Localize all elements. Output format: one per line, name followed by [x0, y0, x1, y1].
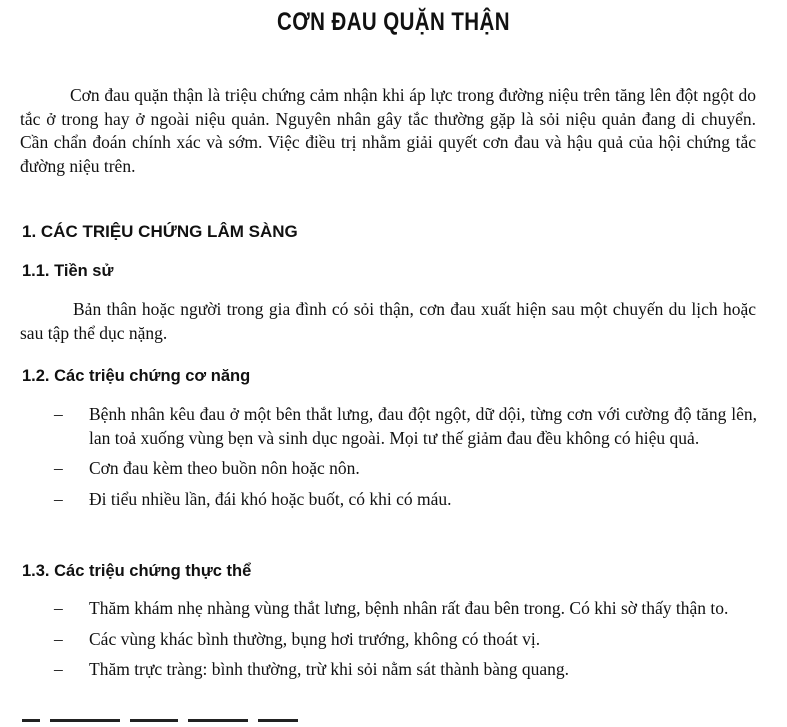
- cropped-next-heading: [22, 719, 322, 727]
- dash-bullet: –: [54, 458, 63, 478]
- list-item-text: Đi tiểu nhiều lần, đái khó hoặc buốt, có khi có máu.: [89, 488, 452, 509]
- intro-paragraph: Cơn đau quặn thận là triệu chứng cảm nhận khi áp lực trong đường niệu trên tăng lên đột ngột do tắc ở trong hay ở ngoài niệu quản. Nguyên nhân gây tắc thường gặp là sỏi niệu quản đang di chuyển. Cần chẩn đoán chính xác và sớm. Việc điều trị nhằm giải quyết cơn đau và hậu quả của hội chứng tắc đường niệu trên.: [20, 85, 756, 176]
- dash-bullet: –: [54, 598, 63, 618]
- section-heading-1: 1. CÁC TRIỆU CHỨNG LÂM SÀNG: [22, 222, 298, 241]
- list-item-text: Các vùng khác bình thường, bụng hơi trướng, không có thoát vị.: [89, 628, 541, 649]
- functional-symptoms-list: [0, 403, 787, 518]
- history-paragraph: Bản thân hoặc người trong gia đình có sỏi thận, cơn đau xuất hiện sau một chuyến du lịch hoặc sau tập thể dục nặng.: [20, 299, 756, 343]
- dash-bullet: –: [54, 659, 63, 679]
- list-item: [0, 457, 757, 481]
- subsection-heading-1-3: 1.3. Các triệu chứng thực thể: [22, 562, 252, 580]
- list-item-text: Thăm khám nhẹ nhàng vùng thắt lưng, bệnh nhân rất đau bên trong. Có khi sờ thấy thận to.: [89, 598, 729, 618]
- list-item: [0, 488, 757, 512]
- subsection-heading-1-2: 1.2. Các triệu chứng cơ năng: [22, 367, 251, 385]
- list-item-text: Bệnh nhân kêu đau ở một bên thắt lưng, đau đột ngột, dữ dội, từng cơn với cường độ tăng lên, lan toả xuống vùng bẹn và sinh dục ngoài. Mọi tư thế giảm đau đều không có hiệu quả.: [89, 404, 757, 448]
- list-item-text: Cơn đau kèm theo buồn nôn hoặc nôn.: [89, 458, 360, 478]
- dash-bullet: –: [54, 404, 63, 424]
- subsection-heading-1-1: 1.1. Tiền sử: [22, 262, 114, 280]
- physical-signs-list: [0, 597, 787, 689]
- list-item-text: Thăm trực tràng: bình thường, trừ khi sỏi nằm sát thành bàng quang.: [89, 659, 569, 679]
- list-item: [0, 658, 757, 682]
- page-title: CƠN ĐAU QUẶN THẬN: [277, 8, 510, 36]
- dash-bullet: –: [54, 628, 63, 649]
- list-item: [0, 403, 757, 450]
- list-item: [0, 597, 757, 621]
- list-item: [0, 628, 757, 652]
- dash-bullet: –: [54, 488, 63, 509]
